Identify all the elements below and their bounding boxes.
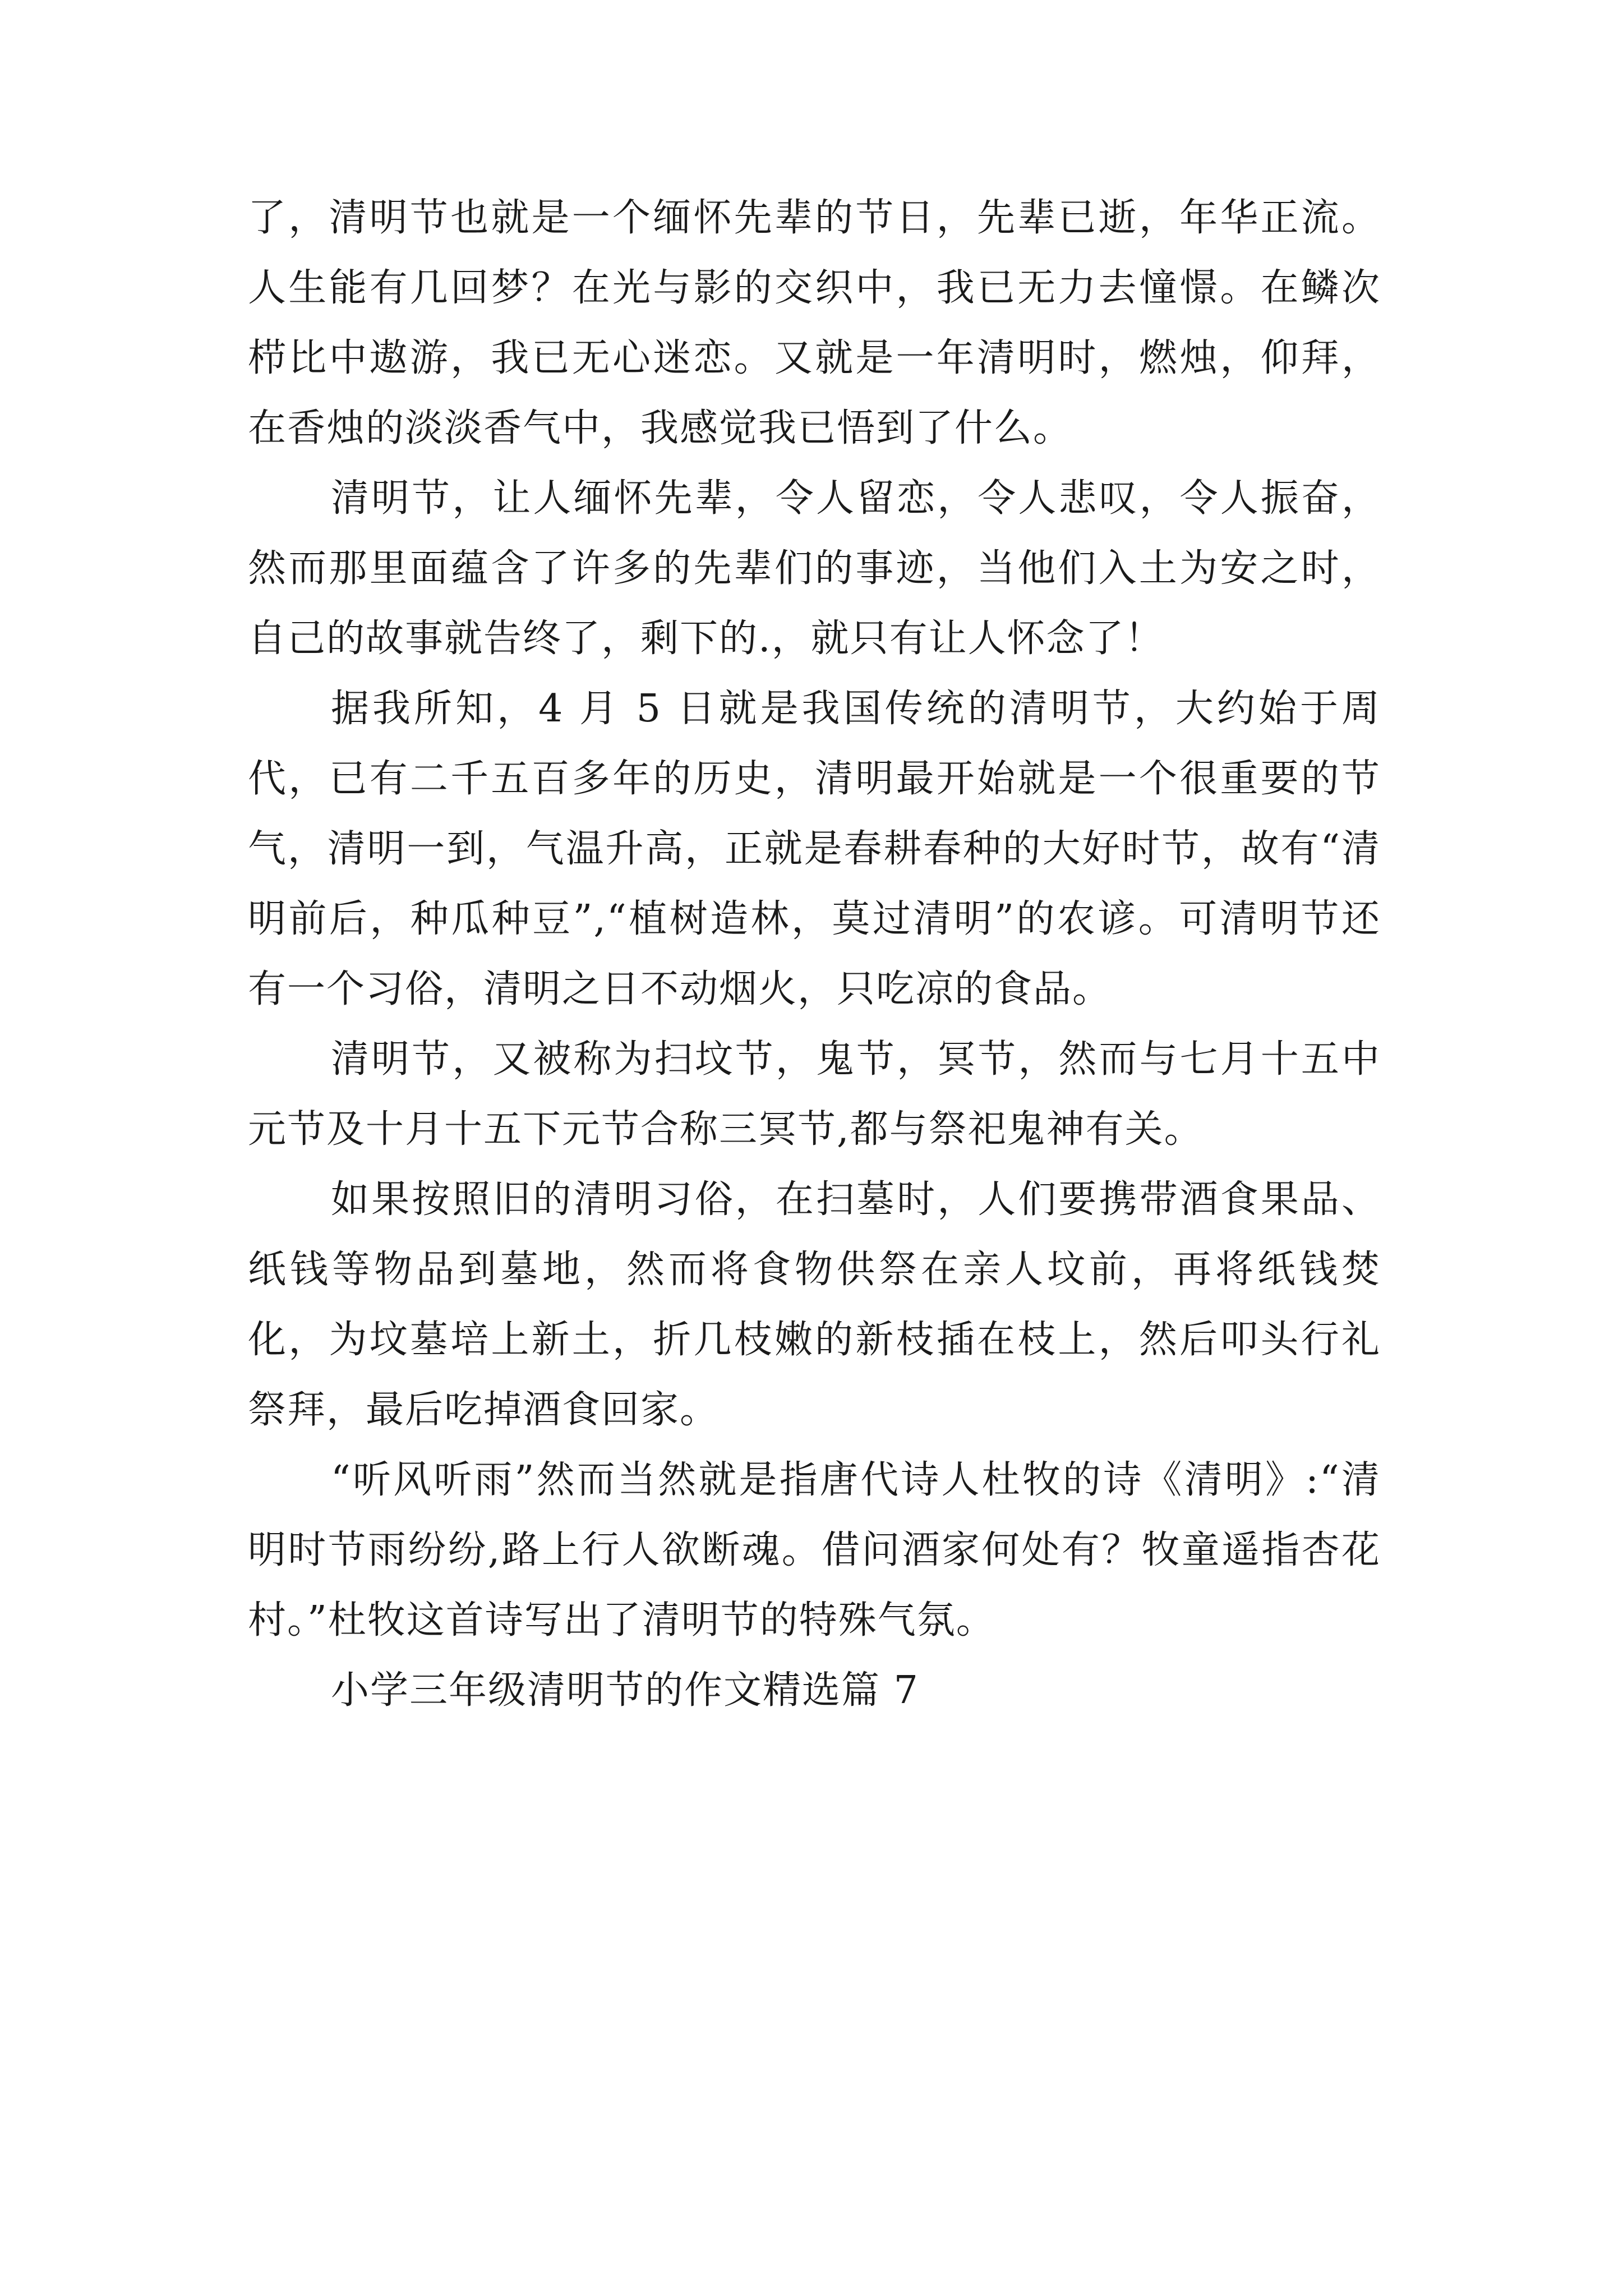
paragraph-3: 据我所知，4 月 5 日就是我国传统的清明节，大约始于周代，已有二千五百多年的历史，清明最开始就是一个很重要的节气，清明一到，气温升高，正就是春耕春种的大好时节，故有“清明前后，种瓜种豆”,“植树造林，莫过清明”的农谚。可清明节还有一个习俗，清明之日不动烟火，只吃凉的食品。 bbox=[248, 687, 1381, 1011]
paragraph-2: 清明节，让人缅怀先辈，令人留恋，令人悲叹，令人振奋，然而那里面蕴含了许多的先辈们的事迹，当他们入土为安之时，自己的故事就告终了，剩下的.，就只有让人怀念了！ bbox=[248, 476, 1381, 661]
paragraph-5: 如果按照旧的清明习俗，在扫墓时，人们要携带酒食果品、纸钱等物品到墓地，然而将食物供祭在亲人坟前，再将纸钱焚化，为坟墓培上新土，折几枝嫩的新枝插在枝上，然后叩头行礼祭拜，最后吃掉酒食回家。 bbox=[248, 1177, 1381, 1432]
paragraph-6: “听风听雨”然而当然就是指唐代诗人杜牧的诗《清明》:“清明时节雨纷纷,路上行人欲断魂。借问酒家何处有？牧童遥指杏花村。”杜牧这首诗写出了清明节的特殊气氛。 bbox=[248, 1458, 1381, 1642]
paragraph-1: 了，清明节也就是一个缅怀先辈的节日，先辈已逝，年华正流。人生能有几回梦？在光与影的交织中，我已无力去憧憬。在鳞次栉比中遨游，我已无心迷恋。又就是一年清明时，燃烛，仰拜，在香烛的淡淡香气中，我感觉我已悟到了什么。 bbox=[248, 196, 1381, 450]
section-heading: 小学三年级清明节的作文精选篇 7 bbox=[331, 1668, 919, 1713]
paragraph-4: 清明节，又被称为扫坟节，鬼节，冥节，然而与七月十五中元节及十月十五下元节合称三冥节,都与祭祀鬼神有关。 bbox=[248, 1037, 1381, 1152]
document-body bbox=[248, 183, 1381, 1726]
